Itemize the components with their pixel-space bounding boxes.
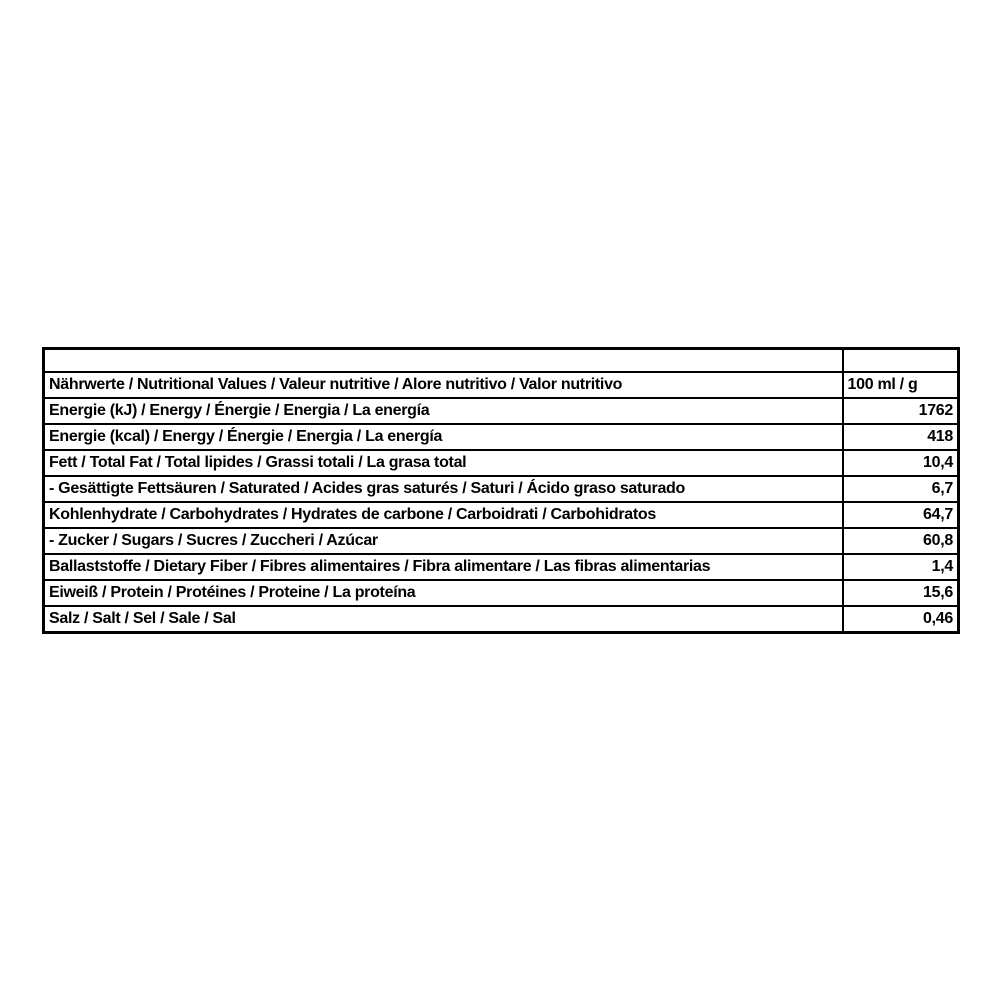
table-row-energy-kj	[44, 398, 959, 424]
table-row-carbohydrates	[44, 502, 959, 528]
row-value: 6,7	[843, 476, 959, 502]
row-label: Fett / Total Fat / Total lipides / Grassi totali / La grasa total	[44, 450, 843, 476]
row-value: 64,7	[843, 502, 959, 528]
table-header-row	[44, 372, 959, 398]
row-label: Eiweiß / Protein / Protéines / Proteine / La proteína	[44, 580, 843, 606]
row-label: - Zucker / Sugars / Sucres / Zuccheri / Azúcar	[44, 528, 843, 554]
row-value: 418	[843, 424, 959, 450]
row-label: Kohlenhydrate / Carbohydrates / Hydrates de carbone / Carboidrati / Carbohidratos	[44, 502, 843, 528]
row-label: Ballaststoffe / Dietary Fiber / Fibres alimentaires / Fibra alimentare / Las fibras alimentarias	[44, 554, 843, 580]
header-unit: 100 ml / g	[843, 372, 959, 398]
header-label: Nährwerte / Nutritional Values / Valeur nutritive / Alore nutritivo / Valor nutritivo	[44, 372, 843, 398]
table-row-saturated-fat	[44, 476, 959, 502]
empty-unit-cell	[843, 349, 959, 373]
table-row-protein	[44, 580, 959, 606]
row-value: 60,8	[843, 528, 959, 554]
table-row-fat	[44, 450, 959, 476]
row-label: - Gesättigte Fettsäuren / Saturated / Acides gras saturés / Saturi / Ácido graso saturado	[44, 476, 843, 502]
row-value: 0,46	[843, 606, 959, 633]
table-row-energy-kcal	[44, 424, 959, 450]
row-label: Energie (kJ) / Energy / Énergie / Energia / La energía	[44, 398, 843, 424]
row-value: 1762	[843, 398, 959, 424]
table-row-salt	[44, 606, 959, 633]
table-row-dietary-fiber	[44, 554, 959, 580]
row-label: Salz / Salt / Sel / Sale / Sal	[44, 606, 843, 633]
empty-label-cell	[44, 349, 843, 373]
row-label: Energie (kcal) / Energy / Énergie / Energia / La energía	[44, 424, 843, 450]
row-value: 1,4	[843, 554, 959, 580]
row-value: 10,4	[843, 450, 959, 476]
row-value: 15,6	[843, 580, 959, 606]
nutrition-table	[42, 347, 960, 634]
table-empty-row	[44, 349, 959, 373]
table-row-sugars	[44, 528, 959, 554]
